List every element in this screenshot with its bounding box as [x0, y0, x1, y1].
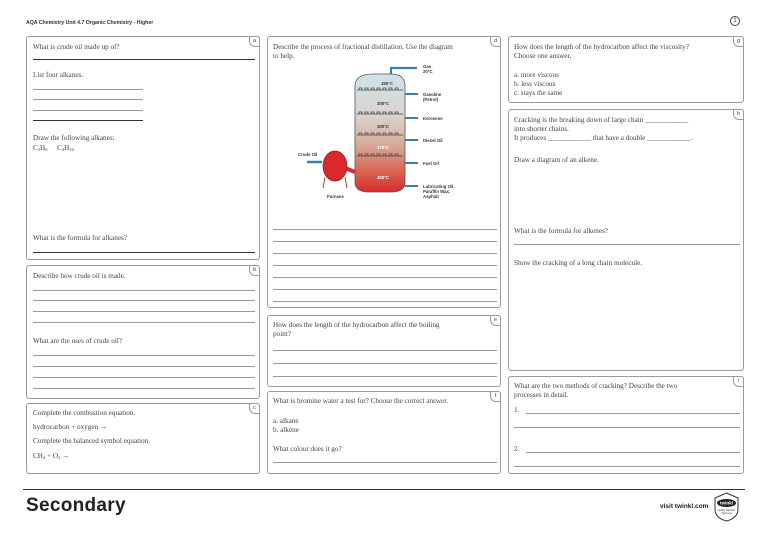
product-pipes: [405, 94, 418, 186]
box-h-badge: h: [733, 109, 744, 120]
answer-line[interactable]: [33, 99, 143, 100]
answer-number-2: 2.: [514, 445, 520, 453]
label-furnace: Furnace: [327, 194, 344, 199]
label-asphalt: Asphalt: [423, 194, 439, 199]
option-alkane[interactable]: a. alkane: [273, 417, 299, 425]
alkane1-sub1: 2: [37, 147, 41, 152]
label-gas-temp: 20°C: [423, 69, 433, 74]
box-g: [508, 36, 744, 103]
question-show-cracking: Show the cracking of a long chain molecule.: [514, 259, 643, 267]
logo-word: twinkl: [719, 500, 734, 506]
label-lubricating: Lubricating Oil,: [423, 184, 455, 189]
answer-number-1: 1.: [514, 406, 520, 414]
page-number: 1: [730, 16, 740, 26]
footer-divider: [23, 489, 745, 490]
answer-line[interactable]: [273, 241, 497, 242]
answer-line[interactable]: [33, 110, 143, 111]
balanced-equation: [33, 452, 69, 463]
answer-line[interactable]: [273, 277, 497, 278]
question-combustion: Complete the combustion equation.: [33, 409, 136, 417]
cracking-text-2: into shorter chains.: [514, 125, 569, 133]
question-alkene-formula: What is the formula for alkenes?: [514, 227, 608, 235]
box-c-badge: c: [249, 403, 260, 414]
answer-line[interactable]: [33, 290, 255, 291]
answer-line[interactable]: [273, 229, 497, 230]
question-crude-oil-composition: What is crude oil made up of?: [33, 43, 120, 51]
alkane2-sub2: 10: [69, 147, 74, 152]
box-e: [267, 315, 501, 387]
label-diesel: Diesel Oil: [423, 138, 443, 143]
question-boiling-point-cont: point?: [273, 330, 291, 338]
box-f-badge: f: [490, 391, 501, 402]
answer-line[interactable]: [273, 301, 497, 302]
answer-line[interactable]: [514, 244, 740, 245]
logo-sub2: Approved: [721, 513, 732, 515]
question-colour: What colour does it go?: [273, 445, 342, 453]
box-b: [26, 265, 260, 399]
label-t150: 150°C: [381, 81, 393, 86]
answer-line[interactable]: [273, 350, 497, 351]
box-e-badge: e: [490, 315, 501, 326]
question-crude-oil-uses: What are the uses of crude oil?: [33, 337, 123, 345]
twinkl-logo-icon: [713, 492, 740, 522]
label-gasoline: Gasoline: [423, 92, 442, 97]
answer-line[interactable]: [33, 388, 255, 389]
question-list-alkanes: List four alkanes.: [33, 71, 84, 79]
box-i-badge: i: [733, 376, 744, 387]
answer-line[interactable]: [273, 289, 497, 290]
label-paraffin: Paraffin Wax,: [423, 189, 451, 194]
answer-line[interactable]: [33, 322, 255, 323]
worksheet-title: AQA Chemistry Unit 4.7 Organic Chemistry - Higher: [26, 20, 154, 26]
eq-plus-o: + O: [45, 452, 59, 460]
eq-arrow: →: [60, 452, 70, 460]
answer-line[interactable]: [273, 462, 497, 463]
alkane1-c: C: [33, 144, 38, 152]
question-fractional-distillation-cont: to help.: [273, 52, 295, 60]
label-fuel-oil: Fuel Oil: [423, 161, 439, 166]
label-t400: 400°C: [377, 175, 389, 180]
question-draw-alkanes: Draw the following alkanes:: [33, 134, 115, 142]
question-draw-alkene: Draw a diagram of an alkene.: [514, 156, 600, 164]
answer-line[interactable]: [33, 377, 255, 378]
answer-line[interactable]: [33, 252, 255, 253]
label-petrol: (Petrol): [423, 97, 439, 102]
answer-line[interactable]: [33, 366, 255, 367]
eq-o-sub: 2: [58, 455, 61, 460]
answer-line[interactable]: [33, 300, 255, 301]
question-boiling-point: How does the length of the hydrocarbon affect the boiling: [273, 321, 440, 329]
question-fractional-distillation: Describe the process of fractional distillation. Use the diagram: [273, 43, 453, 51]
eq-ch: CH: [33, 452, 43, 460]
answer-line[interactable]: [273, 363, 497, 364]
logo-sub1: Quality Standard: [717, 510, 736, 512]
label-t300: 300°C: [377, 124, 389, 129]
answer-line[interactable]: [514, 466, 740, 467]
question-alkane-formula: What is the formula for alkanes?: [33, 234, 127, 242]
box-d-badge: d: [490, 36, 501, 47]
answer-line[interactable]: [33, 89, 143, 90]
label-gas: Gas: [423, 64, 432, 69]
label-t200: 200°C: [377, 101, 389, 106]
gas-pipe: [391, 68, 417, 74]
question-cracking-methods: What are the two methods of cracking? Describe the two: [514, 382, 678, 390]
alkane2-h: H: [64, 144, 70, 152]
option-more-viscous[interactable]: a. more viscous: [514, 71, 559, 79]
option-same[interactable]: c. stays the same: [514, 89, 563, 97]
answer-line[interactable]: [33, 355, 255, 356]
label-t370: 370°C: [377, 145, 389, 150]
box-c: [26, 403, 260, 474]
label-kerosene: Kerosene: [423, 116, 443, 121]
question-viscosity-cont: Choose one answer.: [514, 52, 572, 60]
box-h: [508, 109, 744, 371]
option-less-viscous[interactable]: b. less viscous: [514, 80, 556, 88]
visit-link[interactable]: visit twinkl.com: [660, 503, 709, 510]
combustion-equation: hydrocarbon + oxygen →: [33, 423, 108, 431]
answer-line[interactable]: [273, 265, 497, 266]
brand-secondary: Secondary: [26, 495, 126, 516]
answer-line[interactable]: [273, 376, 497, 377]
question-cracking-methods-cont: processes in detail.: [514, 391, 569, 399]
answer-line[interactable]: [33, 311, 255, 312]
box-g-badge: g: [733, 36, 744, 47]
alkane1-h: H: [40, 144, 46, 152]
label-crude-oil: Crude Oil: [298, 152, 318, 157]
alkane1-sub2: 6: [45, 147, 48, 152]
answer-line[interactable]: [33, 120, 143, 121]
question-viscosity: How does the length of the hydrocarbon affect the viscosity?: [514, 43, 689, 51]
alkane2-c: C: [57, 144, 62, 152]
box-a: [26, 36, 260, 260]
answer-line[interactable]: [526, 413, 740, 414]
answer-line[interactable]: [33, 59, 255, 60]
fractional-distillation-diagram: [295, 62, 475, 212]
question-bromine-water: What is bromine water a test for? Choose the correct answer.: [273, 397, 449, 405]
box-a-badge: a: [249, 36, 260, 47]
alkane-formulas: [33, 144, 74, 155]
option-alkene[interactable]: b. alkene: [273, 426, 299, 434]
eq-ch-sub: 4: [43, 455, 46, 460]
cracking-text-3: It produces ____________ that have a double ____________.: [514, 134, 693, 142]
question-crude-oil-made: Describe how crude oil is made.: [33, 272, 126, 280]
answer-line[interactable]: [526, 452, 740, 453]
cracking-text-1: Cracking is the breaking down of large chain ____________: [514, 116, 689, 124]
furnace: [323, 151, 347, 181]
box-b-badge: b: [249, 265, 260, 276]
answer-line[interactable]: [273, 253, 497, 254]
answer-line[interactable]: [514, 427, 740, 428]
question-balanced-equation: Complete the balanced symbol equation.: [33, 437, 151, 445]
alkane2-sub1: 4: [61, 147, 65, 152]
box-f: [267, 391, 501, 474]
box-i: [508, 376, 744, 474]
